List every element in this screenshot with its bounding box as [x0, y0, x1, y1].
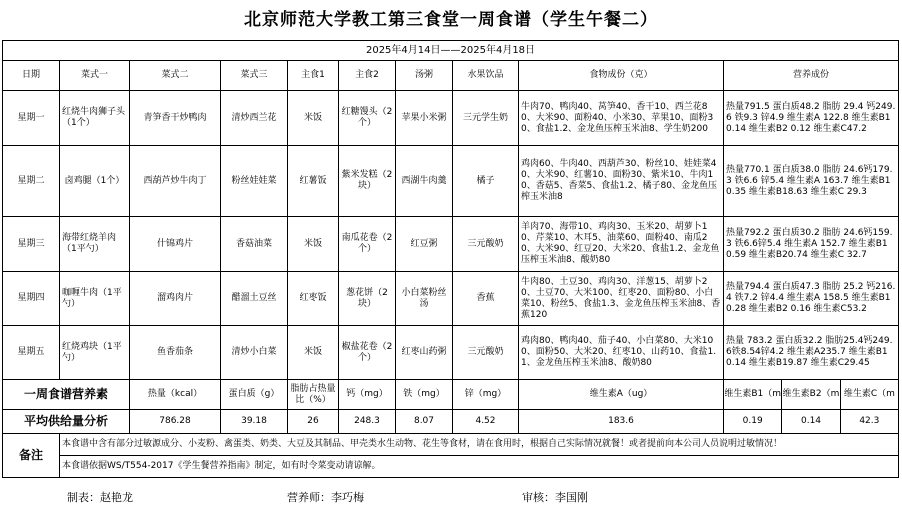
ingredients-cell: 牛肉80、土豆30、鸡肉30、洋葱15、胡萝卜20、土豆70、大米100、红枣20、面粉80、小白菜10、粉丝5、食盐1.3、金龙鱼压榨玉米油8、香蕉120: [519, 272, 724, 326]
vitamin-b1-label: 维生素B1（m: [724, 380, 782, 409]
day-row-wed: [3, 217, 899, 272]
fruit-cell: 三元学生奶: [453, 91, 519, 146]
soup-cell: 红豆粥: [396, 217, 453, 272]
header-staple1: 主食1: [288, 61, 339, 91]
ingredients-cell: 羊肉70、海带10、鸡肉30、玉米20、胡萝卜10、芹菜10、木耳5、油菜60、面粉40、南瓜20、大米90、红豆20、大米20、食盐1.2、金龙鱼压榨玉米油8、酸奶80: [519, 217, 724, 272]
vitamin-c-value: 42.3: [859, 416, 880, 426]
vitamin-c-label: 维生素C（m: [843, 389, 895, 399]
dish3-cell: 香菇油菜: [221, 217, 288, 272]
staple2-cell: 南瓜花卷（2个）: [339, 217, 396, 272]
staple1-cell: 米饭: [288, 217, 339, 272]
staple1-cell: 红薯饭: [288, 146, 339, 217]
dish1-cell: 卤鸡腿（1个）: [60, 146, 130, 217]
summary-title: 一周食谱营养素: [3, 380, 130, 410]
dish2-cell: 什锦鸡片: [130, 217, 221, 272]
dish3-cell: 醋溜土豆丝: [221, 272, 288, 326]
staple1-cell: 米饭: [288, 91, 339, 146]
day-label: 星期四: [3, 272, 60, 326]
soup-cell: 西湖牛肉羹: [396, 146, 453, 217]
page-title: 北京师范大学教工第三食堂一周食谱（学生午餐二）: [244, 10, 658, 30]
nutrition-cell: 热量794.4 蛋白质47.3 脂肪 25.2 钙216.4 铁7.2 锌4.4 维生素A 158.5 维生素B1 0.28 维生素B2 0.16 维生素C53.2: [724, 272, 899, 326]
fruit-cell: 橘子: [453, 146, 519, 217]
staple2-cell: 红糖馒头（2个）: [339, 91, 396, 146]
iron-label: 铁（mg）: [396, 380, 453, 410]
header-staple2: 主食2: [339, 61, 396, 91]
vitamin-a-label: 维生素A（ug）: [519, 380, 724, 410]
nutrition-cell: 热量791.5 蛋白质48.2 脂肪 29.4 钙249.6 铁9.3 锌4.9 维生素A 122.8 维生素B1 0.14 维生素B2 0.12 维生素C47.2: [724, 91, 899, 146]
header-dish3: 菜式三: [221, 61, 288, 91]
soup-cell: 红枣山药粥: [396, 326, 453, 380]
day-row-mon: [3, 91, 899, 146]
dish2-cell: 青笋香干炒鸭肉: [130, 91, 221, 146]
notes-row-1: [3, 434, 899, 456]
summary-header-row: [3, 380, 899, 410]
day-label: 星期一: [3, 91, 60, 146]
reviewer-signature: 审核：李国刚: [522, 491, 588, 504]
soup-cell: 苹果小米粥: [396, 91, 453, 146]
signature-bar: [2, 485, 898, 509]
dish2-cell: 鱼香茄条: [130, 326, 221, 380]
protein-value: 39.18: [221, 410, 288, 434]
staple2-cell: 紫米发糕（2块）: [339, 146, 396, 217]
staple1-cell: 红枣饭: [288, 272, 339, 326]
day-label: 星期三: [3, 217, 60, 272]
nutritionist-signature: 营养师：李巧梅: [287, 491, 364, 504]
vitamin-b-c-labels: [724, 380, 899, 410]
header-row: [3, 61, 899, 91]
header-dish2: 菜式二: [130, 61, 221, 91]
header-dish1: 菜式一: [60, 61, 130, 91]
summary-values-row: [3, 410, 899, 434]
ingredients-cell: 鸡肉80、鸭肉40、茄子40、小白菜80、大米100、面粉50、大米20、红枣10、山药10、食盐1.1、金龙鱼压榨玉米油8、酸奶80: [519, 326, 724, 380]
header-soup: 汤粥: [396, 61, 453, 91]
nutrition-cell: 热量770.1 蛋白质38.0 脂肪 24.6钙179.3 铁6.6 锌5.4 维生素A 163.7 维生素B1 0.35 维生素B18.63 维生素C 29.3: [724, 146, 899, 217]
calcium-label: 钙（mg）: [339, 380, 396, 410]
notes-allergens: 本食谱中含有部分过敏源成分、小麦粉、禽蛋类、奶类、大豆及其制品、甲壳类水生动物、花生等食材，请在食用时，根据自己实际情况就餐！或者提前向本公司人员说明过敏情况！: [60, 434, 899, 456]
fat-label: 脂肪占热量比（%）: [288, 380, 339, 410]
iron-value: 8.07: [396, 410, 453, 434]
summary-analysis-title: 平均供给量分析: [3, 410, 130, 434]
vitamin-b2-label: 维生素B2（m: [782, 380, 840, 409]
fruit-cell: 三元酸奶: [453, 326, 519, 380]
date-range: 2025年4月14日——2025年4月18日: [3, 41, 899, 61]
maker-signature: 制表：赵艳龙: [67, 491, 133, 504]
notes-label: 备注: [3, 434, 60, 478]
notes-standard: 本食谱依据WS/T554-2017《学生餐营养指南》制定，如有时令菜变动请谅解。: [60, 456, 899, 478]
day-row-tue: [3, 146, 899, 217]
dish3-cell: 清炒西兰花: [221, 91, 288, 146]
ingredients-cell: 牛肉70、鸭肉40、莴笋40、香干10、西兰花80、大米90、面粉40、小米30、苹果10、面粉30、食盐1.2、金龙鱼压榨玉米油8、学生奶200: [519, 91, 724, 146]
zinc-value: 4.52: [453, 410, 519, 434]
day-row-thu: [3, 272, 899, 326]
dish1-cell: 红烧鸡块（1平勺）: [60, 326, 130, 380]
staple2-cell: 椒盐花卷（2个）: [339, 326, 396, 380]
dish1-cell: 咖喱牛肉（1平勺）: [60, 272, 130, 326]
staple2-cell: 葱花饼（2块）: [339, 272, 396, 326]
day-label: 星期二: [3, 146, 60, 217]
dish3-cell: 粉丝娃娃菜: [221, 146, 288, 217]
protein-label: 蛋白质（g）: [221, 380, 288, 410]
header-ingredients: 食物成份（克）: [519, 61, 724, 91]
dish2-cell: 西葫芦炒牛肉丁: [130, 146, 221, 217]
dish1-cell: 海带红烧羊肉（1平勺）: [60, 217, 130, 272]
dish1-cell: 红烧牛肉狮子头（1个）: [60, 91, 130, 146]
nutrition-cell: 热量792.2 蛋白质30.2 脂肪 24.6钙159.3 铁6.6锌5.4 维生素A 152.7 维生素B10.59 维生素B20.74 维生素C 32.7: [724, 217, 899, 272]
header-fruit: 水果饮品: [453, 61, 519, 91]
menu-table: [2, 40, 899, 478]
header-date: 日期: [3, 61, 60, 91]
staple1-cell: 米饭: [288, 326, 339, 380]
day-row-fri: [3, 326, 899, 380]
calcium-value: 248.3: [339, 410, 396, 434]
vitamin-b2-value: 0.14: [782, 410, 840, 433]
vitamin-b-c-values: [724, 410, 899, 434]
vitamin-b1-value: 0.19: [724, 410, 782, 433]
day-label: 星期五: [3, 326, 60, 380]
vitamin-a-value: 183.6: [519, 410, 724, 434]
fruit-cell: 三元酸奶: [453, 217, 519, 272]
dish2-cell: 溜鸡肉片: [130, 272, 221, 326]
dish3-cell: 清炒小白菜: [221, 326, 288, 380]
nutrition-cell: 热量 783.2 蛋白质32.2 脂肪25.4钙249.6铁8.54锌4.2 维生素A235.7 维生素B10.14 维生素B19.87 维生素C29.45: [724, 326, 899, 380]
notes-row-2: [3, 456, 899, 478]
energy-value: 786.28: [130, 410, 221, 434]
soup-cell: 小白菜粉丝汤: [396, 272, 453, 326]
fat-value: 26: [288, 410, 339, 434]
fruit-cell: 香蕉: [453, 272, 519, 326]
zinc-label: 锌（mg）: [453, 380, 519, 410]
header-nutrition: 营养成份: [724, 61, 899, 91]
energy-label: 热量（kcal）: [130, 380, 221, 410]
ingredients-cell: 鸡肉60、牛肉40、西葫芦30、粉丝10、娃娃菜40、大米90、红薯10、面粉30、紫米10、牛肉10、香菇5、香菜5、食盐1.2、橘子80、金龙鱼压榨玉米油8: [519, 146, 724, 217]
